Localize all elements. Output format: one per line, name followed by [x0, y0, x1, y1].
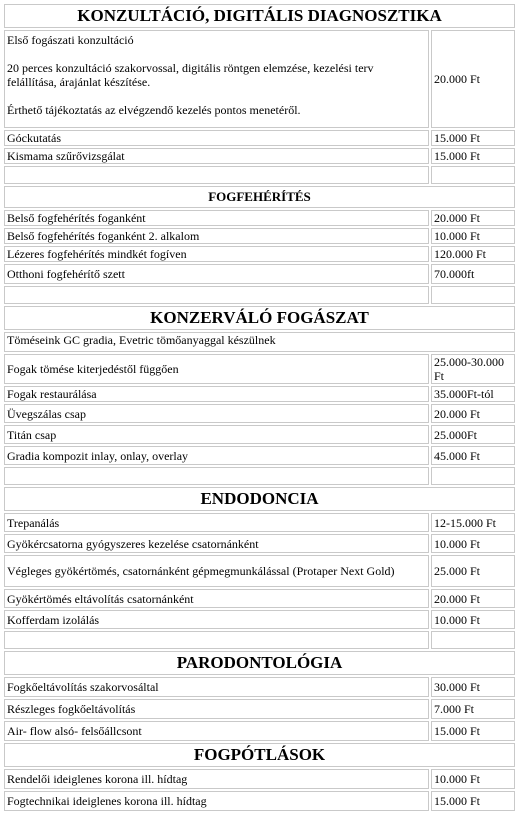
table-row	[4, 446, 515, 465]
table-row	[4, 130, 515, 146]
note-row	[4, 332, 515, 352]
empty-cell	[431, 631, 515, 649]
empty-cell	[4, 166, 429, 184]
spacer-row	[4, 467, 515, 485]
first-consultation-title: Első fogászati konzultáció	[7, 33, 134, 47]
table-row	[4, 264, 515, 284]
section-title-konzultacio: KONZULTÁCIÓ, DIGITÁLIS DIAGNOSZTIKA	[4, 4, 515, 28]
section-title-fogpotlasok: FOGPÓTLÁSOK	[4, 743, 515, 767]
item-name: Kismama szűrővizsgálat	[4, 148, 429, 164]
price-cell: 20.000 Ft	[431, 404, 515, 423]
section-title-parodontologia: PARODONTOLÓGIA	[4, 651, 515, 675]
price-cell: 15.000 Ft	[431, 791, 515, 811]
spacer-row	[4, 166, 515, 184]
item-name: Részleges fogkőeltávolítás	[4, 699, 429, 719]
price-cell: 12-15.000 Ft	[431, 513, 515, 532]
price-cell: 15.000 Ft	[431, 130, 515, 146]
table-row	[4, 534, 515, 553]
first-consultation-cell	[4, 30, 429, 128]
price-cell: 120.000 Ft	[431, 246, 515, 262]
table-row	[4, 721, 515, 741]
section-header-row	[4, 306, 515, 330]
table-row	[4, 610, 515, 629]
section-title-fogfeherites: FOGFEHÉRÍTÉS	[4, 186, 515, 208]
table-row	[4, 677, 515, 697]
table-row	[4, 699, 515, 719]
price-cell: 20.000 Ft	[431, 30, 515, 128]
price-list-table	[2, 2, 517, 813]
spacer-row	[4, 631, 515, 649]
section-title-endodoncia: ENDODONCIA	[4, 487, 515, 511]
table-row	[4, 354, 515, 384]
price-cell: 25.000-30.000 Ft	[431, 354, 515, 384]
table-row	[4, 769, 515, 789]
spacer-row	[4, 286, 515, 304]
table-row	[4, 148, 515, 164]
empty-cell	[4, 286, 429, 304]
price-cell: 20.000 Ft	[431, 210, 515, 226]
table-row	[4, 404, 515, 423]
table-row	[4, 589, 515, 608]
section-header-row	[4, 651, 515, 675]
item-name: Fogkőeltávolítás szakorvosáltal	[4, 677, 429, 697]
price-cell: 10.000 Ft	[431, 769, 515, 789]
table-row	[4, 30, 515, 128]
item-name: Air- flow alsó- felsőállcsont	[4, 721, 429, 741]
item-name: Góckutatás	[4, 130, 429, 146]
item-name: Belső fogfehérítés foganként 2. alkalom	[4, 228, 429, 244]
price-cell: 30.000 Ft	[431, 677, 515, 697]
first-consultation-info: Érthető tájékoztatás az elvégzendő kezelés pontos menetéről.	[7, 103, 301, 117]
table-row	[4, 228, 515, 244]
price-cell: 15.000 Ft	[431, 148, 515, 164]
table-row	[4, 513, 515, 532]
item-name: Végleges gyökértömés, csatornánként gépmegmunkálással (Protaper Next Gold)	[4, 555, 429, 587]
price-cell: 20.000 Ft	[431, 589, 515, 608]
price-cell: 25.000 Ft	[431, 555, 515, 587]
price-cell: 45.000 Ft	[431, 446, 515, 465]
section-note: Töméseink GC gradia, Evetric tömőanyaggal készülnek	[4, 332, 515, 352]
price-cell: 15.000 Ft	[431, 721, 515, 741]
item-name: Otthoni fogfehérítő szett	[4, 264, 429, 284]
first-consultation-description: 20 perces konzultáció szakorvossal, digitális röntgen elemzése, kezelési terv felállítása, árajánlat készítése.	[7, 61, 374, 89]
empty-cell	[431, 467, 515, 485]
empty-cell	[4, 467, 429, 485]
section-header-row	[4, 487, 515, 511]
item-name: Rendelői ideiglenes korona ill. hídtag	[4, 769, 429, 789]
table-row	[4, 425, 515, 444]
table-row	[4, 555, 515, 587]
price-cell: 35.000Ft-tól	[431, 386, 515, 402]
item-name: Titán csap	[4, 425, 429, 444]
item-name: Gyökércsatorna gyógyszeres kezelése csatornánként	[4, 534, 429, 553]
price-cell: 10.000 Ft	[431, 534, 515, 553]
table-row	[4, 791, 515, 811]
price-cell: 70.000ft	[431, 264, 515, 284]
table-row	[4, 386, 515, 402]
section-header-row	[4, 4, 515, 28]
empty-cell	[4, 631, 429, 649]
item-name: Fogak tömése kiterjedéstől függően	[4, 354, 429, 384]
table-row	[4, 246, 515, 262]
price-cell: 25.000Ft	[431, 425, 515, 444]
item-name: Kofferdam izolálás	[4, 610, 429, 629]
item-name: Üvegszálas csap	[4, 404, 429, 423]
item-name: Gyökértömés eltávolítás csatornánként	[4, 589, 429, 608]
price-cell: 10.000 Ft	[431, 610, 515, 629]
price-cell: 10.000 Ft	[431, 228, 515, 244]
section-header-row	[4, 186, 515, 208]
item-name: Fogak restaurálása	[4, 386, 429, 402]
table-row	[4, 210, 515, 226]
item-name: Lézeres fogfehérítés mindkét fogíven	[4, 246, 429, 262]
empty-cell	[431, 286, 515, 304]
empty-cell	[431, 166, 515, 184]
section-title-konzervalo: KONZERVÁLÓ FOGÁSZAT	[4, 306, 515, 330]
item-name: Trepanálás	[4, 513, 429, 532]
item-name: Gradia kompozit inlay, onlay, overlay	[4, 446, 429, 465]
item-name: Belső fogfehérítés foganként	[4, 210, 429, 226]
section-header-row	[4, 743, 515, 767]
item-name: Fogtechnikai ideiglenes korona ill. hídtag	[4, 791, 429, 811]
price-cell: 7.000 Ft	[431, 699, 515, 719]
